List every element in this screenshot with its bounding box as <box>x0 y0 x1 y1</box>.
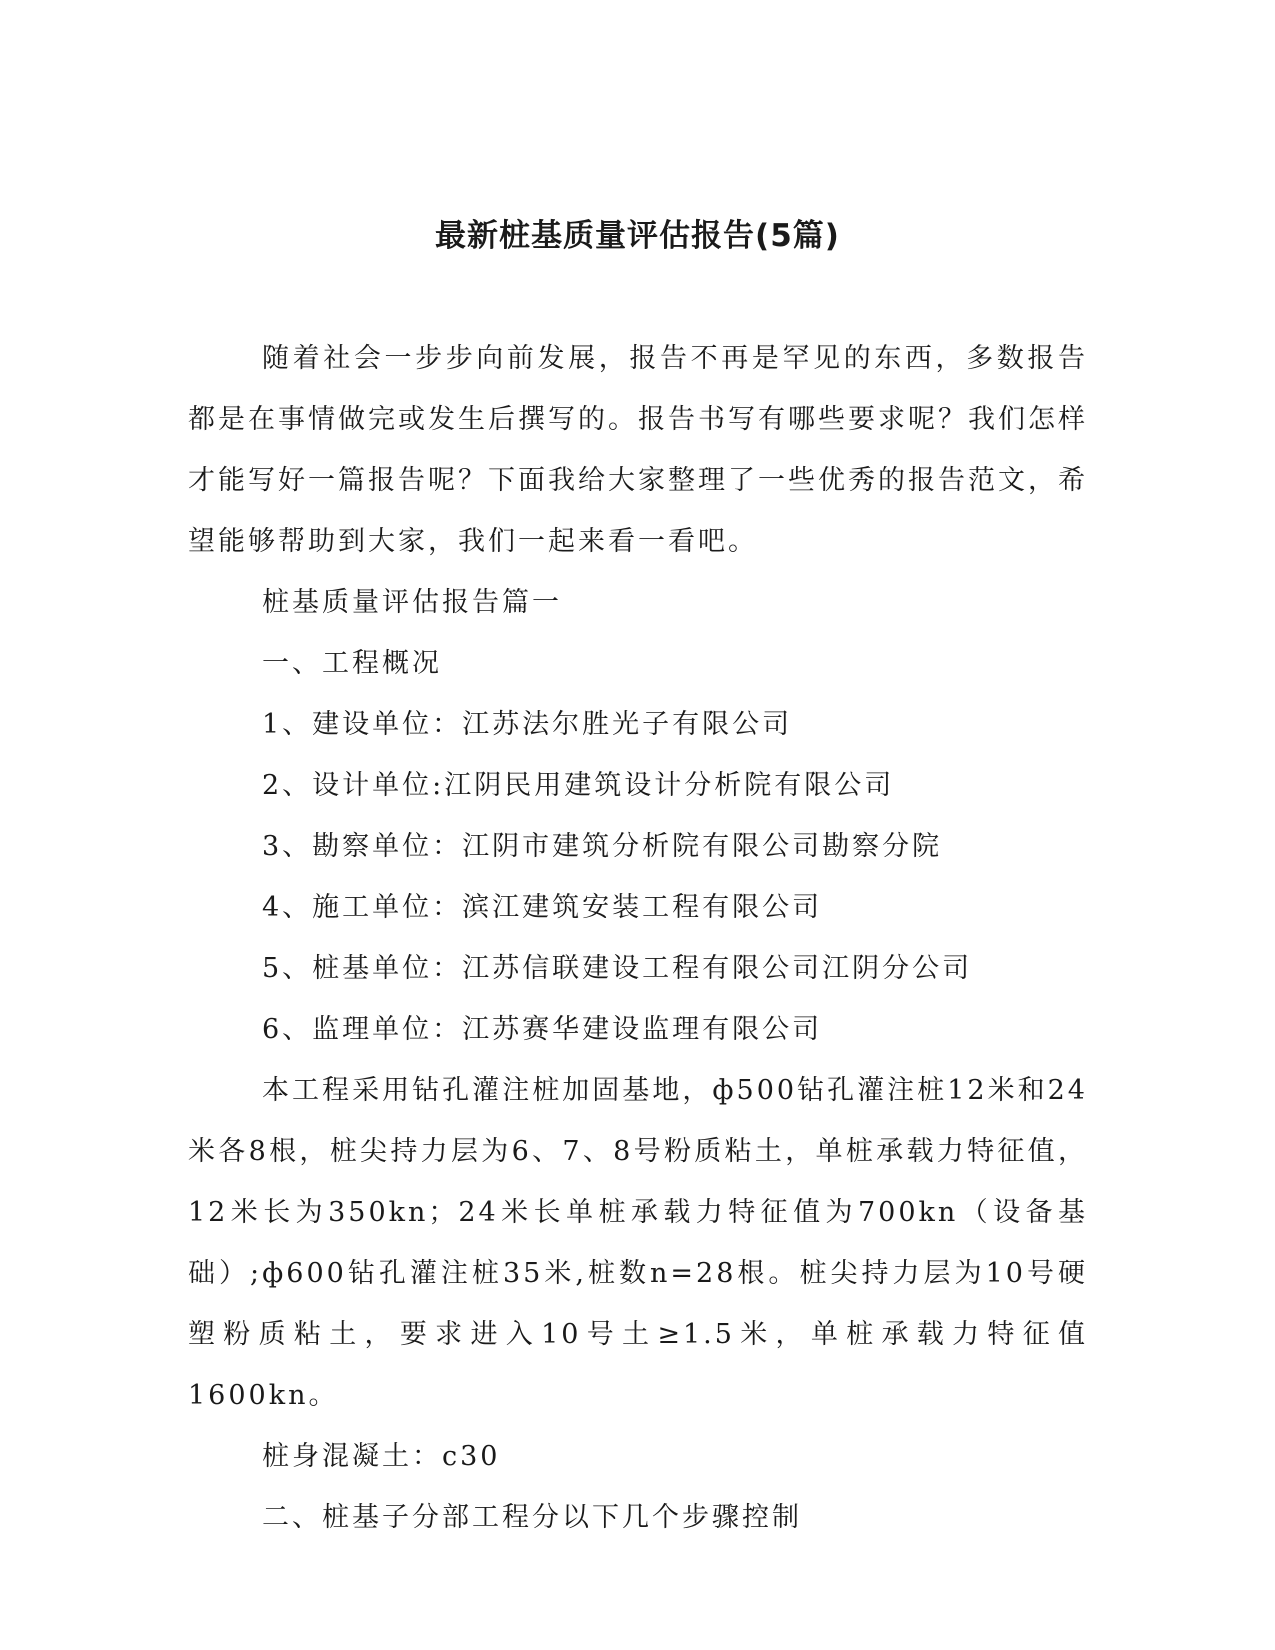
body-paragraph: 桩身混凝土：c30 <box>262 1441 501 1472</box>
list-item: 6、监理单位：江苏赛华建设监理有限公司 <box>262 1014 823 1045</box>
document-title: 最新桩基质量评估报告(5篇) <box>435 218 840 254</box>
subsection-heading: 二、桩基子分部工程分以下几个步骤控制 <box>262 1502 802 1533</box>
section-heading: 桩基质量评估报告篇一 <box>262 587 562 618</box>
subsection-heading: 一、工程概况 <box>262 648 442 679</box>
list-item: 3、勘察单位：江阴市建筑分析院有限公司勘察分院 <box>262 831 943 862</box>
body-paragraph: 本工程采用钻孔灌注桩加固基地，ф500钻孔灌注桩12米和24米各8根，桩尖持力层为6、7、8号粉质粘土，单桩承载力特征值，12米长为350kn；24米长单桩承载力特征值为700kn（设备基础）;ф600钻孔灌注桩35米,桩数n=28根。桩尖持力层为10号硬塑粉质粘土，要求进入10号土≥1.5米，单桩承载力特征值1600kn。 <box>188 1075 1088 1411</box>
list-item: 2、设计单位:江阴民用建筑设计分析院有限公司 <box>262 770 895 801</box>
list-item: 1、建设单位：江苏法尔胜光子有限公司 <box>262 709 793 740</box>
list-item: 5、桩基单位：江苏信联建设工程有限公司江阴分公司 <box>262 953 973 984</box>
list-item: 4、施工单位：滨江建筑安装工程有限公司 <box>262 892 823 923</box>
document-body <box>188 328 1088 1548</box>
intro-paragraph: 随着社会一步步向前发展，报告不再是罕见的东西，多数报告都是在事情做完或发生后撰写的。报告书写有哪些要求呢？我们怎样才能写好一篇报告呢？下面我给大家整理了一些优秀的报告范文，希望能够帮助到大家，我们一起来看一看吧。 <box>188 343 1088 557</box>
